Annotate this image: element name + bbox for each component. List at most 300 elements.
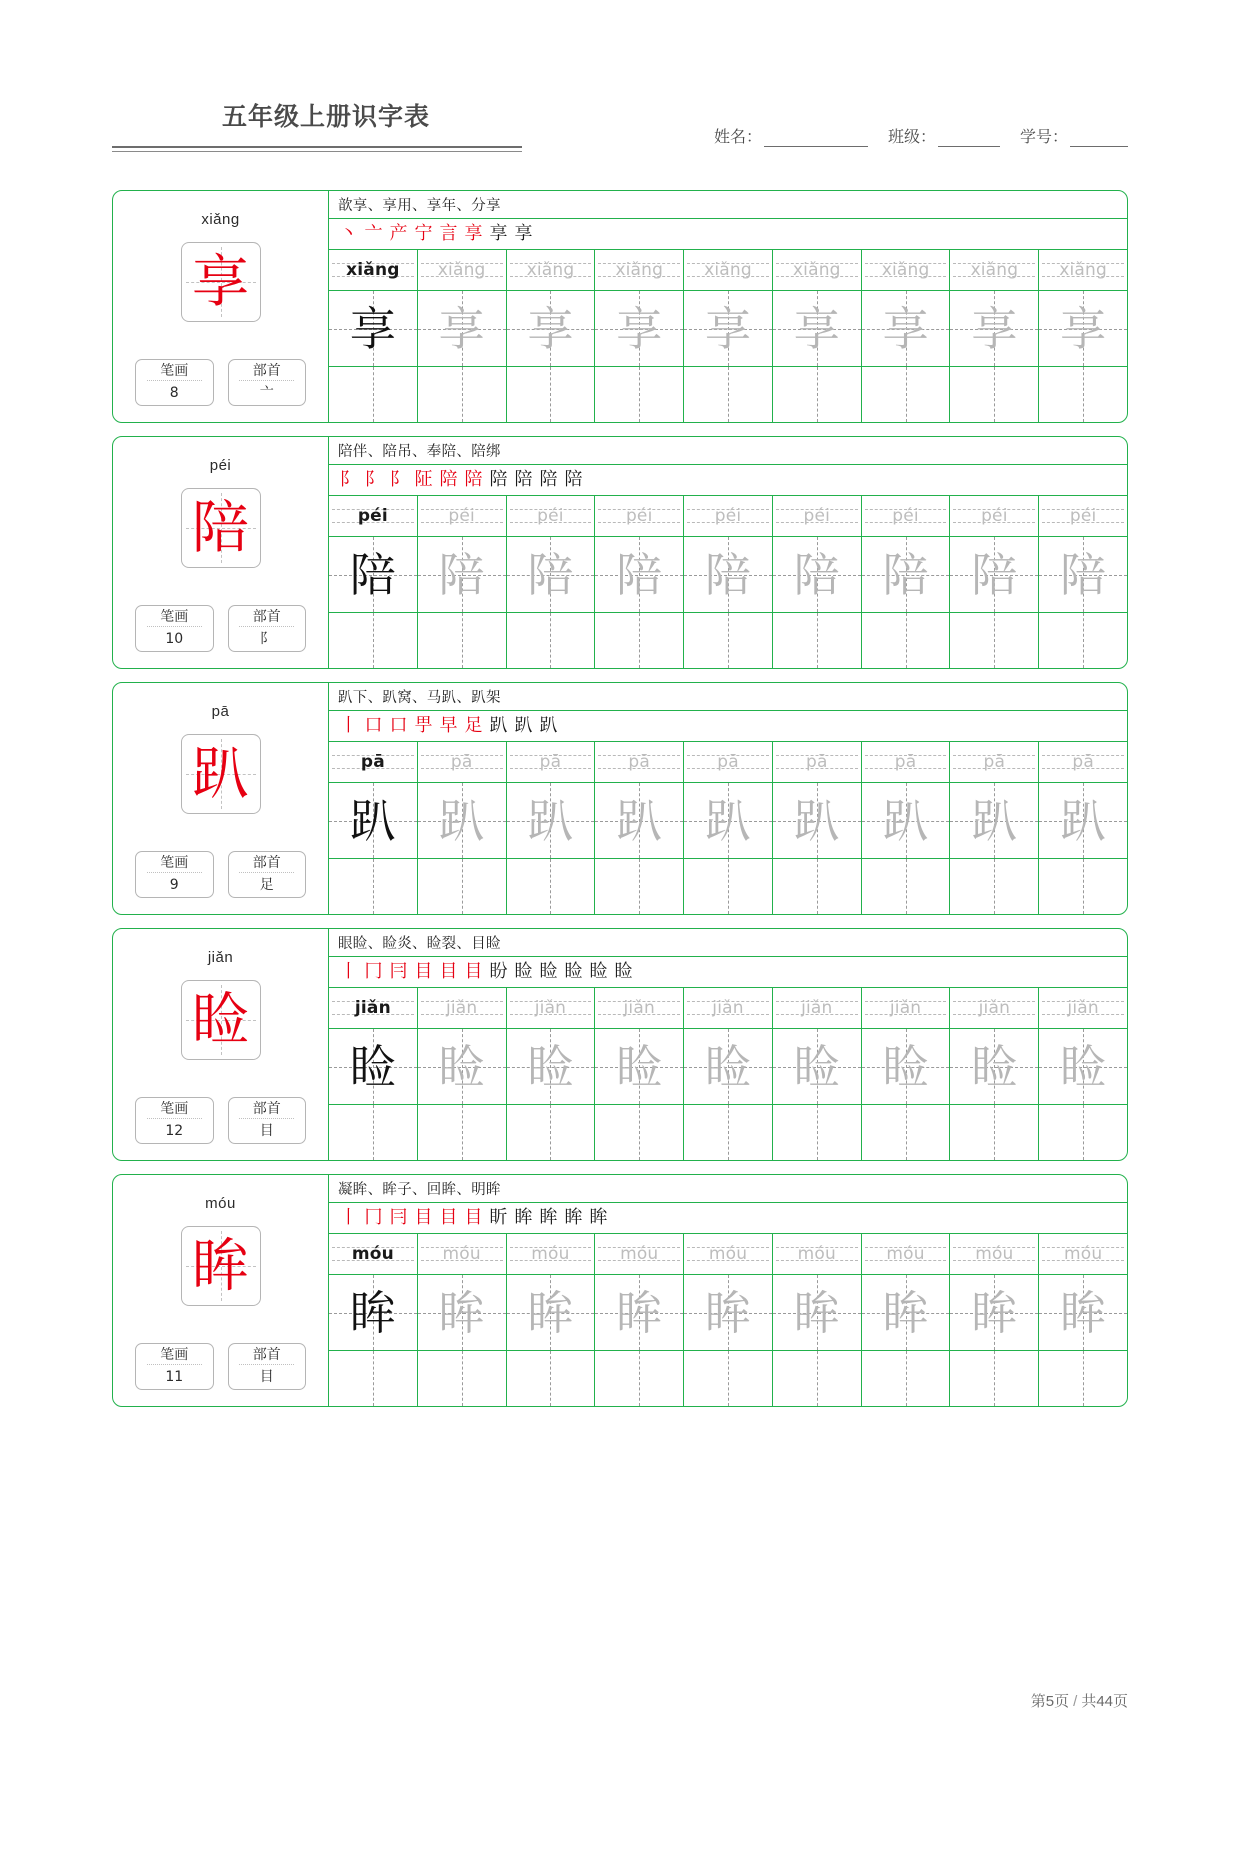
stroke-order-step: 享 [464,223,483,244]
character-practice-text: 睑 [705,1039,752,1094]
stroke-order-step: 趴 [539,715,558,736]
pinyin-practice-text: péi [803,506,831,526]
current-page: 第5页 [1030,1693,1070,1710]
pinyin-practice-cell[interactable] [773,1234,862,1274]
character-practice-text: 陪 [705,547,752,602]
pinyin-practice-cell[interactable] [595,988,684,1028]
character-block [112,928,1128,1161]
title-underline [112,146,522,148]
pinyin-practice-text: xiǎng [526,260,575,280]
character-attributes [135,1097,306,1144]
radical-label: 部首 [239,1100,294,1119]
pinyin-practice-cell[interactable] [329,250,418,290]
stroke-order-step: 宁 [414,223,433,244]
pinyin-practice-cell[interactable] [684,250,773,290]
stroke-count-box [135,605,214,652]
blank-practice-cell[interactable] [595,859,684,914]
pinyin-practice-cell[interactable] [684,496,773,536]
blank-practice-cell[interactable] [862,613,951,668]
pinyin-practice-cell[interactable] [595,742,684,782]
pinyin-practice-text: péi [892,506,919,526]
pinyin-practice-cell[interactable] [418,496,507,536]
blank-practice-cell[interactable] [684,1105,773,1160]
worksheet-page [0,102,1240,1856]
stroke-order-step: 陪 [564,469,583,490]
practice-grid-column [328,1175,1127,1406]
stroke-order-step: 阝 [364,469,383,490]
blank-practice-cell[interactable] [418,1105,507,1160]
entry-pinyin: xiǎng [201,211,240,228]
character-practice-text: 睑 [971,1039,1018,1094]
stroke-order-step: 眸 [539,1207,558,1228]
grid-vertical-line [994,1105,995,1160]
stroke-count-label: 笔画 [147,1100,202,1119]
page-title: 五年级上册识字表 [222,103,431,131]
stroke-order-step: 甼 [414,715,433,736]
character-practice-text: 陪 [793,547,840,602]
blank-practice-cell[interactable] [507,613,596,668]
pinyin-practice-cell[interactable] [950,250,1039,290]
character-practice-text: 趴 [793,793,840,848]
pinyin-practice-text: xiǎng [1059,260,1108,280]
model-character: 享 [192,248,249,315]
character-practice-cell[interactable] [950,1275,1039,1350]
character-block [112,1174,1128,1407]
stroke-order-step: 陪 [439,469,458,490]
character-practice-row [329,1275,1127,1351]
grid-vertical-line [906,859,907,914]
blank-practice-cell[interactable] [329,367,418,422]
character-practice-cell[interactable] [684,783,773,858]
character-practice-cell[interactable] [329,1275,418,1350]
blank-practice-cell[interactable] [329,613,418,668]
pinyin-practice-cell[interactable] [684,988,773,1028]
radical-box [228,1343,307,1390]
character-practice-text: 眸 [705,1285,752,1340]
stroke-order-step: 言 [439,223,458,244]
entry-pinyin: péi [209,457,232,474]
pinyin-practice-text: pā [805,752,828,772]
character-practice-cell[interactable] [507,783,596,858]
pinyin-practice-text: móu [442,1244,481,1264]
stroke-order-step: 睑 [564,961,583,982]
pinyin-practice-cell[interactable] [773,250,862,290]
stroke-order-step: 陪 [539,469,558,490]
grid-vertical-line [639,1105,640,1160]
character-practice-cell[interactable] [329,1029,418,1104]
character-info-column [113,683,328,914]
character-practice-text: 睑 [616,1039,663,1094]
stroke-order-step: 冃 [389,1207,408,1228]
blank-practice-cell[interactable] [507,1351,596,1406]
pinyin-practice-cell[interactable] [329,496,418,536]
grid-vertical-line [373,613,374,668]
name-label: 姓名： [713,129,762,146]
stroke-order-row [329,1203,1127,1234]
blank-practice-cell[interactable] [950,1351,1039,1406]
character-practice-cell[interactable] [862,1275,951,1350]
blank-practice-cell[interactable] [1039,613,1127,668]
stroke-count-box [135,851,214,898]
pinyin-practice-text: xiǎng [704,260,752,280]
practice-grid-column [328,437,1127,668]
pinyin-practice-cell[interactable] [418,250,507,290]
character-practice-cell[interactable] [329,783,418,858]
blank-practice-cell[interactable] [1039,1351,1127,1406]
character-practice-text: 陪 [882,547,929,602]
pinyin-practice-cell[interactable] [1039,742,1127,782]
stroke-order-step: 丶 [339,223,358,244]
grid-vertical-line [639,367,640,422]
page-footer [1031,1690,1128,1711]
stroke-order-step: 阝 [389,469,408,490]
pinyin-practice-cell[interactable] [862,496,951,536]
stroke-order-step: 睑 [539,961,558,982]
student-info-fields [714,124,1128,147]
character-practice-cell[interactable] [862,291,951,366]
blank-practice-cell[interactable] [418,859,507,914]
character-practice-text: 趴 [971,793,1018,848]
character-practice-cell[interactable] [684,537,773,612]
grid-vertical-line [550,1351,551,1406]
character-practice-cell[interactable] [507,1275,596,1350]
radical-box [228,851,307,898]
pinyin-practice-cell[interactable] [595,496,684,536]
character-practice-cell[interactable] [595,1275,684,1350]
grid-vertical-line [817,1105,818,1160]
pinyin-practice-cell[interactable] [507,496,596,536]
stroke-order-step: 口 [364,715,383,736]
character-practice-text: 享 [971,301,1018,356]
grid-vertical-line [906,367,907,422]
character-practice-cell[interactable] [595,1029,684,1104]
character-practice-cell[interactable] [329,291,418,366]
character-practice-cell[interactable] [595,537,684,612]
blank-practice-cell[interactable] [595,1351,684,1406]
pinyin-practice-text: pā [717,752,739,772]
pinyin-practice-text: pā [539,752,562,772]
grid-vertical-line [994,859,995,914]
blank-practice-cell[interactable] [1039,367,1127,422]
character-practice-cell[interactable] [418,783,507,858]
pinyin-practice-text: péi [981,506,1008,526]
grid-vertical-line [639,859,640,914]
grid-vertical-line [817,367,818,422]
student-id-field[interactable] [1020,124,1128,147]
pinyin-practice-text: jiǎn [801,998,833,1018]
character-practice-cell[interactable] [595,291,684,366]
grid-vertical-line [728,1105,729,1160]
class-input-line[interactable] [938,129,1000,147]
pinyin-practice-text: xiǎng [346,260,400,280]
blank-practice-cell[interactable] [862,367,951,422]
blank-practice-cell[interactable] [684,367,773,422]
character-practice-cell[interactable] [862,783,951,858]
pinyin-practice-cell[interactable] [862,742,951,782]
stroke-order-step: 睑 [589,961,608,982]
blank-practice-cell[interactable] [773,1105,862,1160]
blank-practice-cell[interactable] [773,1351,862,1406]
character-practice-cell[interactable] [773,537,862,612]
blank-practice-cell[interactable] [950,859,1039,914]
stroke-order-step: 丨 [339,961,358,982]
name-field[interactable] [714,124,868,147]
blank-writing-row [329,1105,1127,1160]
radical-label: 部首 [239,854,294,873]
pinyin-practice-text: pā [983,752,1006,772]
stroke-order-step: 眸 [514,1207,533,1228]
pinyin-practice-cell[interactable] [1039,496,1127,536]
character-practice-text: 享 [349,301,396,356]
grid-vertical-line [994,613,995,668]
pinyin-practice-cell[interactable] [684,1234,773,1274]
stroke-order-step: 目 [414,961,433,982]
pinyin-practice-text: jiǎn [623,998,655,1018]
stroke-count-box [135,1343,214,1390]
pinyin-practice-cell[interactable] [418,1234,507,1274]
pinyin-practice-text: pā [450,752,473,772]
character-practice-cell[interactable] [1039,1275,1127,1350]
blank-practice-cell[interactable] [595,367,684,422]
pinyin-practice-cell[interactable] [1039,250,1127,290]
stroke-order-step: 目 [414,1207,433,1228]
pinyin-practice-cell[interactable] [329,988,418,1028]
pinyin-practice-cell[interactable] [418,742,507,782]
character-practice-text: 趴 [1060,793,1107,848]
pinyin-practice-cell[interactable] [507,250,596,290]
character-practice-cell[interactable] [950,783,1039,858]
character-practice-cell[interactable] [595,783,684,858]
pinyin-practice-text: jiǎn [1067,998,1099,1018]
stroke-count-box [135,359,214,406]
character-practice-cell[interactable] [1039,1029,1127,1104]
character-practice-text: 眸 [349,1285,396,1340]
blank-writing-row [329,613,1127,668]
blank-practice-cell[interactable] [1039,859,1127,914]
stroke-order-step: 亠 [364,223,383,244]
pinyin-practice-cell[interactable] [862,988,951,1028]
blank-practice-cell[interactable] [684,613,773,668]
blank-practice-cell[interactable] [862,1351,951,1406]
blank-practice-cell[interactable] [773,859,862,914]
blank-practice-cell[interactable] [507,1105,596,1160]
character-practice-cell[interactable] [773,783,862,858]
pinyin-practice-cell[interactable] [507,1234,596,1274]
grid-vertical-line [550,1105,551,1160]
pinyin-practice-cell[interactable] [329,1234,418,1274]
pinyin-practice-text: xiǎng [615,260,664,280]
class-field[interactable] [888,124,1000,147]
pinyin-practice-cell[interactable] [862,1234,951,1274]
example-words: 眼睑、睑炎、睑裂、目睑 [329,929,1127,957]
stroke-order-step: 趴 [489,715,508,736]
pinyin-practice-cell[interactable] [862,250,951,290]
grid-vertical-line [462,1351,463,1406]
character-practice-text: 睑 [527,1039,574,1094]
pinyin-practice-cell[interactable] [507,988,596,1028]
character-practice-cell[interactable] [684,291,773,366]
character-practice-cell[interactable] [950,291,1039,366]
character-practice-cell[interactable] [418,1029,507,1104]
pinyin-practice-cell[interactable] [950,742,1039,782]
character-practice-cell[interactable] [862,537,951,612]
character-practice-cell[interactable] [507,291,596,366]
character-practice-cell[interactable] [507,1029,596,1104]
pinyin-practice-cell[interactable] [595,250,684,290]
pinyin-practice-cell[interactable] [507,742,596,782]
radical-value: 阝 [259,631,274,647]
character-practice-text: 趴 [882,793,929,848]
stroke-order-step: 丨 [339,715,358,736]
character-practice-cell[interactable] [862,1029,951,1104]
character-practice-text: 睑 [1060,1039,1107,1094]
character-blocks [112,190,1128,1407]
pinyin-practice-row [329,988,1127,1029]
stroke-order-row [329,219,1127,250]
character-practice-cell[interactable] [684,1029,773,1104]
character-practice-cell[interactable] [418,1275,507,1350]
blank-practice-cell[interactable] [418,1351,507,1406]
character-practice-cell[interactable] [773,1029,862,1104]
pinyin-practice-cell[interactable] [950,496,1039,536]
character-practice-row [329,537,1127,613]
entry-pinyin: jiǎn [207,949,234,966]
grid-vertical-line [462,1105,463,1160]
stroke-order-step: 睑 [514,961,533,982]
pinyin-practice-cell[interactable] [773,742,862,782]
stroke-order-step: 冃 [389,961,408,982]
total-pages: 共44页 [1081,1693,1128,1710]
character-practice-cell[interactable] [418,537,507,612]
pinyin-practice-text: péi [448,506,475,526]
stroke-order-step: 冂 [364,1207,383,1228]
grid-vertical-line [1083,1351,1084,1406]
character-practice-cell[interactable] [1039,783,1127,858]
blank-practice-cell[interactable] [329,1351,418,1406]
pinyin-practice-cell[interactable] [418,988,507,1028]
blank-practice-cell[interactable] [418,613,507,668]
character-practice-cell[interactable] [507,537,596,612]
name-input-line[interactable] [764,129,868,147]
character-practice-cell[interactable] [329,537,418,612]
character-practice-text: 睑 [793,1039,840,1094]
blank-practice-cell[interactable] [950,367,1039,422]
pinyin-practice-text: péi [714,506,742,526]
pinyin-practice-cell[interactable] [684,742,773,782]
blank-practice-cell[interactable] [862,859,951,914]
stroke-order-row [329,711,1127,742]
example-words: 歆享、享用、享年、分享 [329,191,1127,219]
character-block [112,436,1128,669]
blank-practice-cell[interactable] [329,1105,418,1160]
character-practice-cell[interactable] [1039,291,1127,366]
pinyin-practice-cell[interactable] [1039,1234,1127,1274]
pinyin-practice-row [329,250,1127,291]
stroke-order-step: 目 [464,961,483,982]
grid-vertical-line [728,613,729,668]
pinyin-practice-text: péi [537,506,564,526]
pinyin-practice-row [329,742,1127,783]
student-id-input-line[interactable] [1070,129,1128,147]
character-practice-text: 眸 [971,1285,1018,1340]
blank-practice-cell[interactable] [507,859,596,914]
stroke-count-value: 11 [165,1369,184,1385]
grid-vertical-line [373,1105,374,1160]
blank-practice-cell[interactable] [773,613,862,668]
character-practice-cell[interactable] [418,291,507,366]
model-character-box [181,242,261,322]
stroke-order-row [329,465,1127,496]
pinyin-practice-cell[interactable] [950,1234,1039,1274]
character-practice-text: 睑 [882,1039,929,1094]
grid-vertical-line [373,859,374,914]
pinyin-practice-row [329,1234,1127,1275]
example-words: 凝眸、眸子、回眸、明眸 [329,1175,1127,1203]
pinyin-practice-text: xiǎng [970,260,1019,280]
stroke-count-value: 9 [169,877,179,893]
blank-practice-cell[interactable] [773,367,862,422]
practice-grid-column [328,683,1127,914]
blank-practice-cell[interactable] [329,859,418,914]
blank-practice-cell[interactable] [950,1105,1039,1160]
pinyin-practice-cell[interactable] [329,742,418,782]
grid-vertical-line [550,613,551,668]
character-info-column [113,191,328,422]
grid-vertical-line [462,613,463,668]
stroke-order-step: 目 [464,1207,483,1228]
stroke-order-step: 盼 [489,961,508,982]
pinyin-practice-cell[interactable] [773,496,862,536]
character-practice-cell[interactable] [950,537,1039,612]
radical-value: 目 [259,1369,274,1385]
pinyin-practice-text: péi [357,506,388,526]
grid-vertical-line [994,367,995,422]
blank-practice-cell[interactable] [595,1105,684,1160]
character-practice-cell[interactable] [950,1029,1039,1104]
character-practice-text: 眸 [1060,1285,1107,1340]
character-practice-cell[interactable] [684,1275,773,1350]
blank-practice-cell[interactable] [950,613,1039,668]
blank-practice-cell[interactable] [595,613,684,668]
pinyin-practice-cell[interactable] [595,1234,684,1274]
character-practice-cell[interactable] [1039,537,1127,612]
character-info-column [113,929,328,1160]
blank-practice-cell[interactable] [862,1105,951,1160]
entry-pinyin: pā [211,703,230,720]
blank-practice-cell[interactable] [684,859,773,914]
pinyin-practice-text: jiǎn [445,998,478,1018]
stroke-order-step: 享 [514,223,533,244]
stroke-order-step: 冂 [364,961,383,982]
blank-practice-cell[interactable] [418,367,507,422]
character-practice-cell[interactable] [773,1275,862,1350]
character-practice-text: 趴 [616,793,663,848]
practice-grid-column [328,929,1127,1160]
stroke-count-label: 笔画 [147,1346,202,1365]
blank-practice-cell[interactable] [507,367,596,422]
stroke-order-step: 阝 [339,469,358,490]
stroke-order-step: 足 [464,715,483,736]
blank-practice-cell[interactable] [1039,1105,1127,1160]
pinyin-practice-cell[interactable] [1039,988,1127,1028]
character-practice-text: 享 [882,301,929,356]
character-practice-cell[interactable] [773,291,862,366]
pinyin-practice-cell[interactable] [950,988,1039,1028]
character-practice-text: 享 [1060,301,1107,356]
pinyin-practice-cell[interactable] [773,988,862,1028]
blank-practice-cell[interactable] [684,1351,773,1406]
grid-vertical-line [817,859,818,914]
